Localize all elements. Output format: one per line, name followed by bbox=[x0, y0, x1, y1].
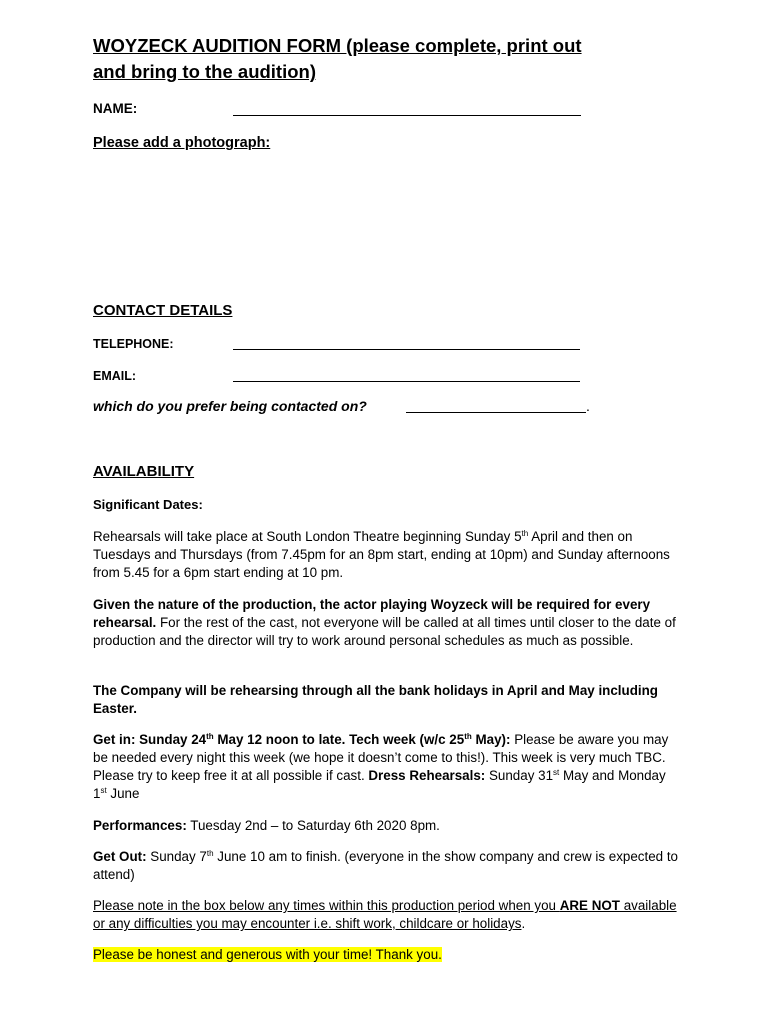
availability-heading: AVAILABILITY bbox=[93, 463, 195, 480]
telephone-field-line[interactable] bbox=[233, 349, 580, 350]
contact-preference-question: which do you prefer being contacted on? bbox=[93, 398, 367, 414]
telephone-label: TELEPHONE: bbox=[93, 337, 174, 351]
availability-note-paragraph: Please note in the box below any times within this production period when you ARE NOT available or any difficulties you may encounter i.e. shift work, childcare or holidays. bbox=[93, 898, 677, 931]
woyzeck-requirement-paragraph: Given the nature of the production, the actor playing Woyzeck will be required for every rehearsal. For the rest of the cast, not everyone will be called at all times until closer to the date of production and the director will try to work around personal schedules as much as possible. bbox=[93, 597, 676, 648]
get-in-tech-week-paragraph: Get in: Sunday 24th May 12 noon to late. Tech week (w/c 25th May): Please be aware you may be needed every night this week (we hope it doesn’t come to this!). This week is very much TBC. Please try to keep free it at all possible if cast. Dress Rehearsals: Sunday 31st May and Monday 1st June bbox=[93, 732, 669, 801]
form-title bbox=[93, 33, 582, 85]
rehearsals-paragraph: Rehearsals will take place at South London Theatre beginning Sunday 5th April and then on Tuesdays and Thursdays (from 7.45pm for an 8pm start, ending at 10pm) and Sunday afternoons from 5.45 for a 6pm start ending at 10 pm. bbox=[93, 529, 670, 580]
photo-label: Please add a photograph: bbox=[93, 135, 271, 151]
get-out-paragraph: Get Out: Sunday 7th June 10 am to finish. (everyone in the show company and crew is expected to attend) bbox=[93, 849, 679, 882]
significant-dates-label: Significant Dates: bbox=[93, 497, 203, 512]
contact-preference-period: . bbox=[586, 398, 590, 414]
contact-details-heading: CONTACT DETAILS bbox=[93, 302, 233, 319]
email-field-line[interactable] bbox=[233, 381, 580, 382]
photo-area[interactable] bbox=[93, 160, 683, 290]
email-label: EMAIL: bbox=[93, 369, 137, 383]
performances-paragraph: Performances: Tuesday 2nd – to Saturday 6th 2020 8pm. bbox=[93, 818, 440, 833]
form-title-line-2: and bring to the audition) bbox=[93, 61, 316, 82]
name-field-line[interactable] bbox=[233, 115, 581, 116]
bank-holidays-paragraph: The Company will be rehearsing through all the bank holidays in April and May including Easter. bbox=[93, 683, 658, 716]
form-title-line-1: WOYZECK AUDITION FORM (please complete, print out bbox=[93, 35, 582, 56]
name-label: NAME: bbox=[93, 101, 138, 116]
highlighted-text: Please be honest and generous with your time! Thank you. bbox=[93, 947, 442, 962]
honesty-note bbox=[93, 946, 683, 964]
contact-preference-field-line[interactable] bbox=[406, 412, 586, 413]
